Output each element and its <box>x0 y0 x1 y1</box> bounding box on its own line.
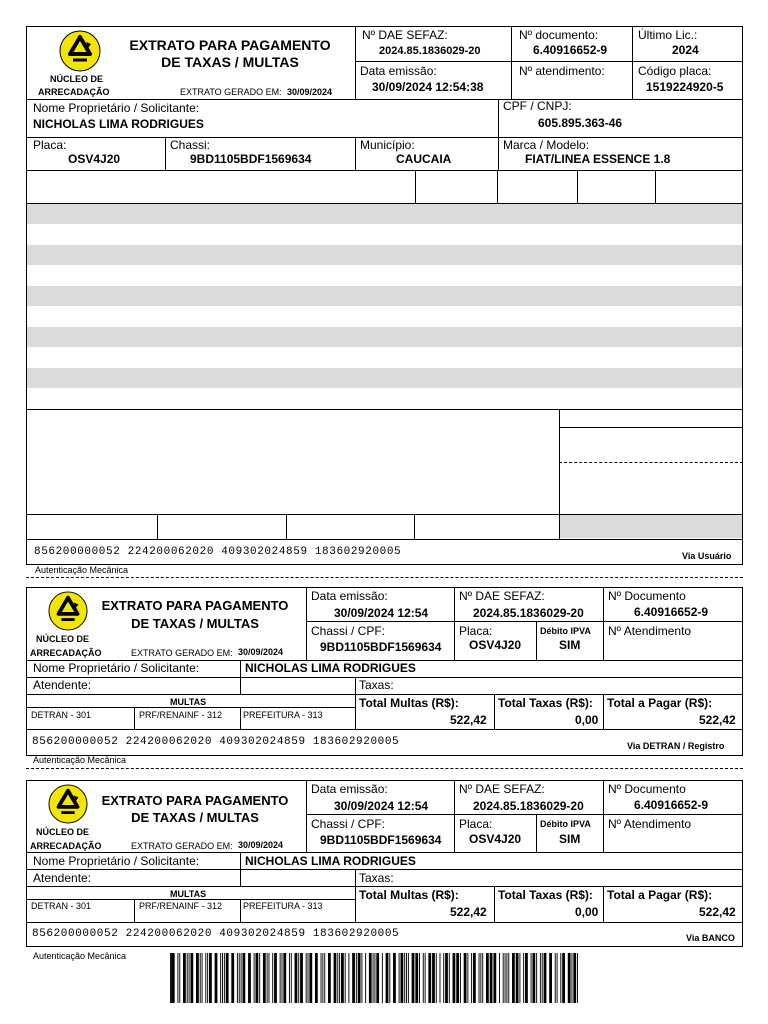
barcode-bar <box>568 953 571 1003</box>
barcode-bar <box>308 953 309 1003</box>
barcode-bar <box>183 953 186 1003</box>
nome-value: NICHOLAS LIMA RODRIGUES <box>245 661 416 675</box>
barcode-bar <box>348 953 349 1003</box>
barcode-bar <box>324 953 325 1003</box>
barcode-bar <box>404 953 405 1003</box>
data-emissao-label: Data emissão: <box>311 589 388 603</box>
placa-value: OSV4J20 <box>469 832 522 846</box>
placa-label: Placa: <box>459 624 493 638</box>
barcode-line-banco: 856200000052 224200062020 409302024859 183602920005 <box>32 928 400 940</box>
barcode-bar <box>222 953 223 1003</box>
barcode-bar <box>239 953 240 1003</box>
atendente-label: Atendente: <box>33 678 92 692</box>
data-emissao-label: Data emissão: <box>311 782 388 796</box>
placa-value: OSV4J20 <box>469 638 522 652</box>
barcode-bar <box>473 953 476 1003</box>
debito-ipva-label: Débito IPVA <box>540 626 591 636</box>
barcode-bar <box>449 953 450 1003</box>
barcode-bar <box>189 953 190 1003</box>
recycle-logo-icon <box>45 591 91 631</box>
dae-label: Nº DAE SEFAZ: <box>459 589 545 603</box>
table-row <box>27 204 742 224</box>
barcode-bar <box>187 953 188 1003</box>
barcode-bar <box>291 953 292 1003</box>
chassi-label: Chassi: <box>170 138 211 152</box>
barcode-bar <box>562 953 565 1003</box>
total-pagar-label: Total a Pagar (R$): <box>607 696 713 710</box>
barcode-bar <box>571 953 572 1003</box>
placa-label: Placa: <box>459 817 493 831</box>
barcode-bar <box>506 953 507 1003</box>
debito-ipva-label: Débito IPVA <box>540 819 591 829</box>
barcode-bar <box>471 953 472 1003</box>
barcode-bar <box>490 953 493 1003</box>
total-pagar-label: Total a Pagar (R$): <box>607 888 713 902</box>
org-name-line2: ARRECADAÇÃO <box>30 841 102 851</box>
barcode-line-detran: 856200000052 224200062020 409302024859 183602920005 <box>32 736 400 748</box>
barcode-bar <box>406 953 407 1003</box>
barcode-bar <box>242 953 245 1003</box>
barcode-bar <box>237 953 238 1003</box>
autenticacao-detran: Autenticação Mecânica <box>33 755 127 765</box>
barcode-bar <box>516 953 519 1003</box>
barcode-bar <box>443 953 444 1003</box>
barcode-bar <box>283 953 286 1003</box>
taxas-label: Taxas: <box>359 871 394 885</box>
barcode-bar <box>544 953 547 1003</box>
barcode-bar <box>460 953 461 1003</box>
total-multas-value: 522,42 <box>450 905 487 919</box>
barcode-bar <box>445 953 448 1003</box>
documento-label: Nº Documento <box>608 782 686 796</box>
section-title-line2: DE TAXAS / MULTAS <box>131 810 259 825</box>
multas-header: MULTAS <box>170 697 207 707</box>
prefeitura-cell: PREFEITURA - 313 <box>243 710 323 720</box>
section-title-line2: DE TAXAS / MULTAS <box>131 616 259 631</box>
barcode-bar <box>337 953 338 1003</box>
municipio-label: Município: <box>360 138 415 152</box>
documento-value: 6.40916652-9 <box>533 43 608 57</box>
ultimo-lic-value: 2024 <box>672 43 699 57</box>
nome-label: Nome Proprietário / Solicitante: <box>33 661 200 675</box>
dae-label: Nº DAE SEFAZ: <box>362 28 448 42</box>
payment-barcode <box>170 953 578 1003</box>
barcode-bar <box>531 953 532 1003</box>
barcode-bar <box>480 953 481 1003</box>
nome-value: NICHOLAS LIMA RODRIGUES <box>245 854 416 868</box>
barcode-bar <box>505 953 506 1003</box>
municipio-value: CAUCAIA <box>396 152 452 166</box>
barcode-bar <box>464 953 467 1003</box>
detran-cell: DETRAN - 301 <box>31 710 92 720</box>
barcode-bar <box>209 953 212 1003</box>
prefeitura-cell: PREFEITURA - 313 <box>243 901 323 911</box>
dae-value: 2024.85.1836029-20 <box>473 799 584 813</box>
generated-label: EXTRATO GERADO EM: <box>180 87 282 97</box>
codigo-placa-label: Código placa: <box>638 64 712 78</box>
barcode-bar <box>479 953 480 1003</box>
barcode-line-usuario: 856200000052 224200062020 409302024859 183602920005 <box>34 546 402 558</box>
barcode-bar <box>267 953 268 1003</box>
data-emissao-value: 30/09/2024 12:54 <box>334 799 429 813</box>
barcode-bar <box>408 953 409 1003</box>
multas-header: MULTAS <box>170 889 207 899</box>
barcode-bar <box>557 953 558 1003</box>
barcode-bar <box>341 953 344 1003</box>
total-taxas-value: 0,00 <box>575 905 599 919</box>
total-taxas-label: Total Taxas (R$): <box>498 888 593 902</box>
documento-label: Nº Documento <box>608 589 686 603</box>
barcode-bar <box>540 953 541 1003</box>
section-title-line1: EXTRATO PARA PAGAMENTO <box>101 793 289 808</box>
cpf-value: 605.895.363-46 <box>538 116 623 130</box>
chassi-cpf-label: Chassi / CPF: <box>311 817 386 831</box>
barcode-bar <box>171 953 172 1003</box>
recycle-logo-icon <box>45 784 91 824</box>
barcode-bar <box>177 953 178 1003</box>
table-row <box>27 327 742 347</box>
documento-value: 6.40916652-9 <box>634 798 709 812</box>
total-taxas-label: Total Taxas (R$): <box>498 696 593 710</box>
chassi-cpf-label: Chassi / CPF: <box>311 624 386 638</box>
barcode-bar <box>339 953 340 1003</box>
barcode-bar <box>423 953 424 1003</box>
barcode-bar <box>254 953 255 1003</box>
generated-label: EXTRATO GERADO EM: <box>131 648 233 658</box>
placa-value: OSV4J20 <box>68 152 121 166</box>
barcode-bar <box>467 953 468 1003</box>
codigo-placa-value: 1519224920-5 <box>646 80 724 94</box>
barcode-bar <box>425 953 426 1003</box>
chassi-value: 9BD1105BDF1569634 <box>320 640 442 654</box>
barcode-bar <box>512 953 515 1003</box>
barcode-bar <box>365 953 366 1003</box>
barcode-bar <box>309 953 312 1003</box>
barcode-bar <box>241 953 242 1003</box>
barcode-bar <box>300 953 303 1003</box>
atendimento-label: Nº Atendimento <box>608 624 692 638</box>
barcode-bar <box>560 953 561 1003</box>
org-name-line1: NÚCLEO DE <box>50 74 104 84</box>
page-title-line2: DE TAXAS / MULTAS <box>161 54 299 70</box>
barcode-bar <box>549 953 552 1003</box>
barcode-bar <box>499 953 500 1003</box>
barcode-bar <box>542 953 543 1003</box>
data-emissao-value: 30/09/2024 12:54:38 <box>372 80 484 94</box>
barcode-bar <box>486 953 489 1003</box>
barcode-bar <box>263 953 266 1003</box>
barcode-bar <box>190 953 193 1003</box>
barcode-bar <box>269 953 270 1003</box>
generated-label: EXTRATO GERADO EM: <box>131 841 233 851</box>
chassi-value: 9BD1105BDF1569634 <box>320 833 442 847</box>
barcode-bar <box>400 953 403 1003</box>
table-row <box>27 286 742 306</box>
barcode-bar <box>415 953 418 1003</box>
barcode-bar <box>289 953 290 1003</box>
barcode-bar <box>231 953 234 1003</box>
autenticacao-banco: Autenticação Mecânica <box>33 951 127 961</box>
barcode-bar <box>503 953 504 1003</box>
marca-value: FIAT/LINEA ESSENCE 1.8 <box>525 152 671 166</box>
barcode-bar <box>508 953 509 1003</box>
barcode-bar <box>272 953 273 1003</box>
chassi-value: 9BD1105BDF1569634 <box>190 152 312 166</box>
dae-value: 2024.85.1836029-20 <box>379 45 481 57</box>
barcode-bar <box>170 953 171 1003</box>
barcode-bar <box>532 953 535 1003</box>
barcode-bar <box>334 953 337 1003</box>
org-name-line2: ARRECADAÇÃO <box>38 87 110 97</box>
barcode-bar <box>519 953 520 1003</box>
nome-label: Nome Proprietário / Solicitante: <box>33 854 200 868</box>
documento-label: Nº documento: <box>519 28 599 42</box>
nome-value: NICHOLAS LIMA RODRIGUES <box>33 117 204 131</box>
barcode-bar <box>224 953 225 1003</box>
dae-value: 2024.85.1836029-20 <box>473 606 584 620</box>
barcode-bar <box>440 953 441 1003</box>
total-taxas-value: 0,00 <box>575 713 599 727</box>
atendimento-label: Nº Atendimento <box>608 817 692 831</box>
barcode-bar <box>298 953 299 1003</box>
barcode-bar <box>369 953 372 1003</box>
barcode-bar <box>428 953 431 1003</box>
barcode-bar <box>386 953 389 1003</box>
section-title-line1: EXTRATO PARA PAGAMENTO <box>101 598 289 613</box>
barcode-bar <box>205 953 206 1003</box>
table-row <box>27 368 742 388</box>
barcode-bar <box>207 953 208 1003</box>
barcode-bar <box>432 953 435 1003</box>
detran-cell: DETRAN - 301 <box>31 901 92 911</box>
prf-cell: PRF/RENAINF - 312 <box>139 710 223 720</box>
data-emissao-label: Data emissão: <box>360 64 437 78</box>
total-pagar-value: 522,42 <box>699 713 736 727</box>
total-pagar-value: 522,42 <box>699 905 736 919</box>
barcode-bar <box>200 953 201 1003</box>
barcode-bar <box>306 953 307 1003</box>
table-row <box>27 245 742 265</box>
barcode-bar <box>179 953 180 1003</box>
via-detran: Via DETRAN / Registro <box>627 741 725 751</box>
org-name-line2: ARRECADAÇÃO <box>30 648 102 658</box>
barcode-bar <box>399 953 400 1003</box>
page-title-line1: EXTRATO PARA PAGAMENTO <box>129 37 331 53</box>
barcode-bar <box>374 953 375 1003</box>
barcode-bar <box>295 953 298 1003</box>
total-multas-label: Total Multas (R$): <box>359 696 459 710</box>
debito-ipva-value: SIM <box>559 832 581 846</box>
barcode-bar <box>226 953 229 1003</box>
org-name-line1: NÚCLEO DE <box>36 634 90 644</box>
barcode-bar <box>393 953 396 1003</box>
barcode-bar <box>573 953 576 1003</box>
barcode-bar <box>328 953 331 1003</box>
cpf-label: CPF / CNPJ: <box>503 99 572 113</box>
barcode-bar <box>376 953 379 1003</box>
barcode-bar <box>274 953 277 1003</box>
barcode-bar <box>453 953 456 1003</box>
nome-label: Nome Proprietário / Solicitante: <box>33 101 200 115</box>
barcode-bar <box>482 953 483 1003</box>
barcode-bar <box>256 953 259 1003</box>
barcode-bar <box>202 953 203 1003</box>
barcode-bar <box>196 953 199 1003</box>
barcode-bar <box>172 953 175 1003</box>
taxas-label: Taxas: <box>359 678 394 692</box>
total-multas-value: 522,42 <box>450 713 487 727</box>
data-emissao-value: 30/09/2024 12:54 <box>334 606 429 620</box>
via-usuario: Via Usuário <box>682 551 732 561</box>
barcode-bar <box>389 953 390 1003</box>
barcode-bar <box>412 953 415 1003</box>
barcode-bar <box>220 953 221 1003</box>
documento-value: 6.40916652-9 <box>634 605 709 619</box>
barcode-bar <box>419 953 420 1003</box>
barcode-bar <box>536 953 537 1003</box>
recycle-logo-icon <box>57 30 103 72</box>
barcode-bar <box>523 953 524 1003</box>
atendente-label: Atendente: <box>33 871 92 885</box>
barcode-bar <box>352 953 355 1003</box>
prf-cell: PRF/RENAINF - 312 <box>139 901 223 911</box>
barcode-bar <box>456 953 459 1003</box>
barcode-bar <box>382 953 383 1003</box>
barcode-bar <box>322 953 323 1003</box>
total-multas-label: Total Multas (R$): <box>359 888 459 902</box>
barcode-bar <box>373 953 374 1003</box>
org-name-line1: NÚCLEO DE <box>36 827 90 837</box>
debito-ipva-value: SIM <box>559 638 581 652</box>
generated-date: 30/09/2024 <box>238 647 284 657</box>
barcode-bar <box>361 953 362 1003</box>
barcode-bar <box>345 953 346 1003</box>
barcode-bar <box>358 953 361 1003</box>
atendimento-label: Nº atendimento: <box>519 64 605 78</box>
barcode-bar <box>215 953 218 1003</box>
barcode-bar <box>436 953 437 1003</box>
barcode-bar <box>356 953 357 1003</box>
barcode-bar <box>315 953 318 1003</box>
barcode-bar <box>525 953 528 1003</box>
barcode-bar <box>321 953 322 1003</box>
barcode-bar <box>493 953 496 1003</box>
barcode-bar <box>282 953 283 1003</box>
barcode-bar <box>555 953 556 1003</box>
ultimo-lic-label: Último Lic.: <box>638 28 698 42</box>
generated-date: 30/09/2024 <box>238 840 284 850</box>
barcode-bar <box>577 953 578 1003</box>
autenticacao-usuario: Autenticação Mecânica <box>35 565 129 575</box>
barcode-bar <box>259 953 260 1003</box>
generated-date: 30/09/2024 <box>287 87 333 97</box>
barcode-bar <box>280 953 281 1003</box>
dae-label: Nº DAE SEFAZ: <box>459 782 545 796</box>
via-banco: Via BANCO <box>686 933 735 943</box>
placa-label: Placa: <box>33 138 67 152</box>
marca-label: Marca / Modelo: <box>503 138 590 152</box>
barcode-bar <box>248 953 251 1003</box>
